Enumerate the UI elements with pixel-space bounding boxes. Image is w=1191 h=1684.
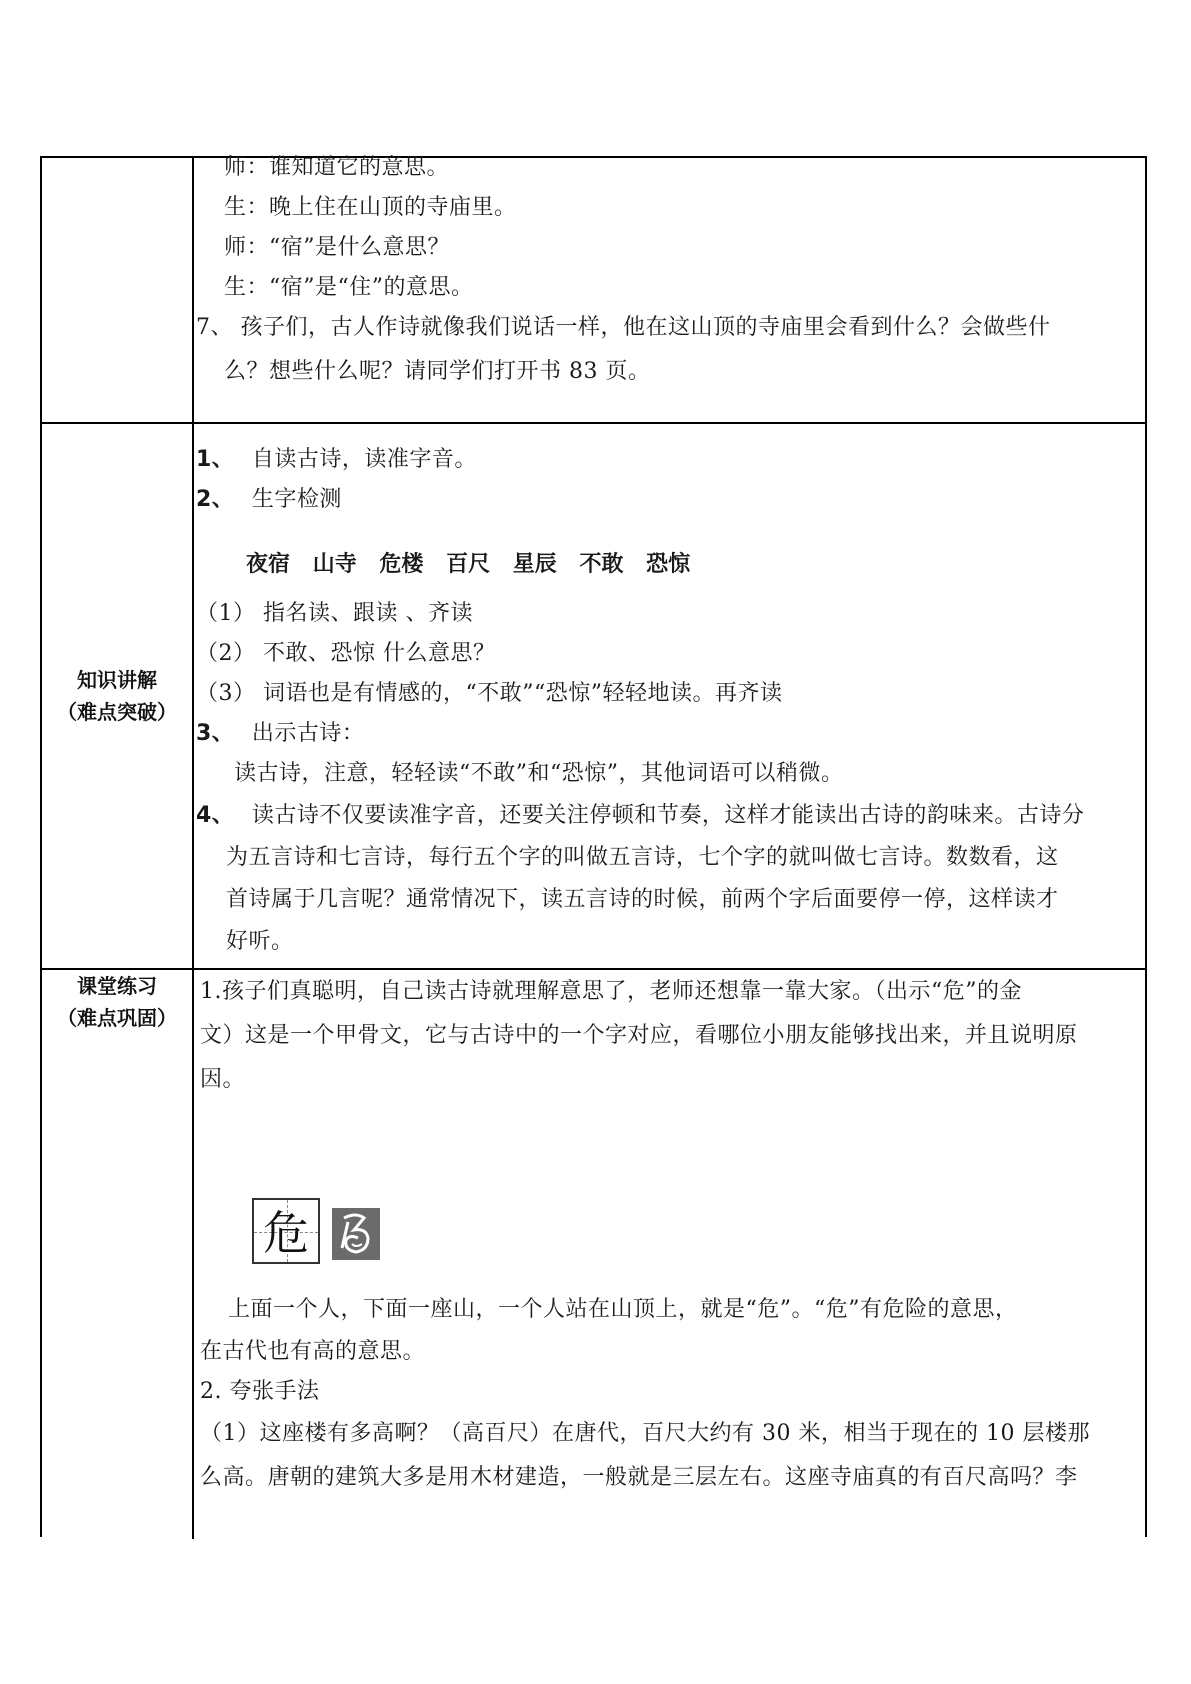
section-label-subtitle: （难点突破）: [57, 700, 177, 724]
character-grid-image: [252, 1198, 320, 1264]
dialogue-line: 生：晚上住在山顶的寺庙里。: [224, 195, 517, 220]
paragraph-line: 在古代也有高的意思。: [200, 1339, 426, 1364]
table-row: [42, 155, 1145, 424]
bronze-script-image: [332, 1208, 380, 1260]
paragraph-line: 2. 夸张手法: [200, 1379, 320, 1404]
section-label: [42, 970, 192, 1034]
paragraph-line: 7、 孩子们，古人作诗就像我们说话一样，他在这山顶的寺庙里会看到什么？会做些什: [196, 315, 1051, 340]
dialogue-line: 师：谁知道它的意思。: [224, 155, 450, 180]
row-label-cell: [42, 158, 194, 422]
row-label-cell: [42, 970, 194, 1539]
paragraph-line: 首诗属于几言呢？通常情况下，读五言诗的时候，前两个字后面要停一停，这样读才: [226, 887, 1059, 912]
vocab-word: 不敢: [579, 552, 624, 577]
section-label-subtitle: （难点巩固）: [57, 1006, 177, 1030]
section-label: [42, 664, 192, 728]
table-row: [42, 424, 1145, 970]
row-label-cell: [42, 424, 194, 968]
section-label-title: 知识讲解: [77, 668, 157, 692]
paragraph-line: 1.孩子们真聪明，自己读古诗就理解意思了，老师还想靠一靠大家。（出示“危”的金: [200, 979, 1022, 1004]
vocabulary-words: [246, 547, 705, 578]
paragraph-line: 上面一个人，下面一座山，一个人站在山顶上，就是“危”。“危”有危险的意思，: [228, 1297, 1018, 1322]
bronze-script-glyph-icon: [332, 1208, 380, 1260]
character-glyph: 危: [263, 1206, 309, 1260]
vocab-word: 山寺: [312, 552, 357, 577]
paragraph-line: 因。: [200, 1067, 246, 1092]
row-content-cell: [194, 970, 1145, 1539]
vocab-word: 夜宿: [246, 552, 291, 577]
item-text: 读古诗不仅要读准字音，还要关注停顿和节奏，这样才能读出古诗的韵味来。古诗分: [251, 803, 1085, 828]
list-item: [196, 798, 1084, 829]
list-item: [196, 482, 342, 513]
list-item: [196, 442, 477, 473]
paragraph-line: （1）这座楼有多高啊？（高百尺）在唐代，百尺大约有 30 米，相当于现在的 10 层楼那: [200, 1421, 1090, 1446]
section-label-title: 课堂练习: [77, 974, 157, 998]
paragraph-line: 为五言诗和七言诗，每行五个字的叫做五言诗，七个字的就叫做七言诗。数数看，这: [226, 845, 1059, 870]
paragraph-line: 文）这是一个甲骨文，它与古诗中的一个字对应，看哪位小朋友能够找出来，并且说明原: [200, 1023, 1078, 1048]
vocab-word: 百尺: [446, 552, 491, 577]
paragraph-line: 好听。: [226, 929, 294, 954]
lesson-plan-table: [40, 156, 1147, 1537]
list-item: [196, 716, 364, 747]
item-number: 1、: [196, 447, 235, 472]
item-text: 生字检测: [251, 487, 342, 512]
item-number: 4、: [196, 803, 235, 828]
vocab-word: 星辰: [512, 552, 557, 577]
dialogue-line: 生：“宿”是“住”的意思。: [224, 275, 474, 300]
table-row: [42, 970, 1145, 1539]
dialogue-line: 师：“宿”是什么意思？: [224, 235, 450, 260]
item-text: 自读古诗，读准字音。: [251, 447, 477, 472]
item-number: 2、: [196, 487, 235, 512]
vocab-word: 恐惊: [646, 552, 691, 577]
vocab-word: 危楼: [379, 552, 424, 577]
row-content-cell: [194, 155, 1145, 422]
paragraph-line: 么高。唐朝的建筑大多是用木材建造，一般就是三层左右。这座寺庙真的有百尺高吗？李: [200, 1465, 1078, 1490]
paragraph-line: 么？想些什么呢？请同学们打开书 83 页。: [224, 359, 651, 384]
sub-item: （1） 指名读、跟读 、齐读: [196, 601, 473, 626]
item-text: 出示古诗：: [251, 721, 365, 746]
row-content-cell: [194, 424, 1145, 968]
item-detail: 读古诗，注意，轻轻读“不敢”和“恐惊”，其他词语可以稍微。: [234, 761, 844, 786]
sub-item: （3） 词语也是有情感的，“不敢”“恐惊”轻轻地读。再齐读: [196, 681, 783, 706]
item-number: 3、: [196, 721, 235, 746]
sub-item: （2） 不敢、恐惊 什么意思？: [196, 641, 496, 666]
